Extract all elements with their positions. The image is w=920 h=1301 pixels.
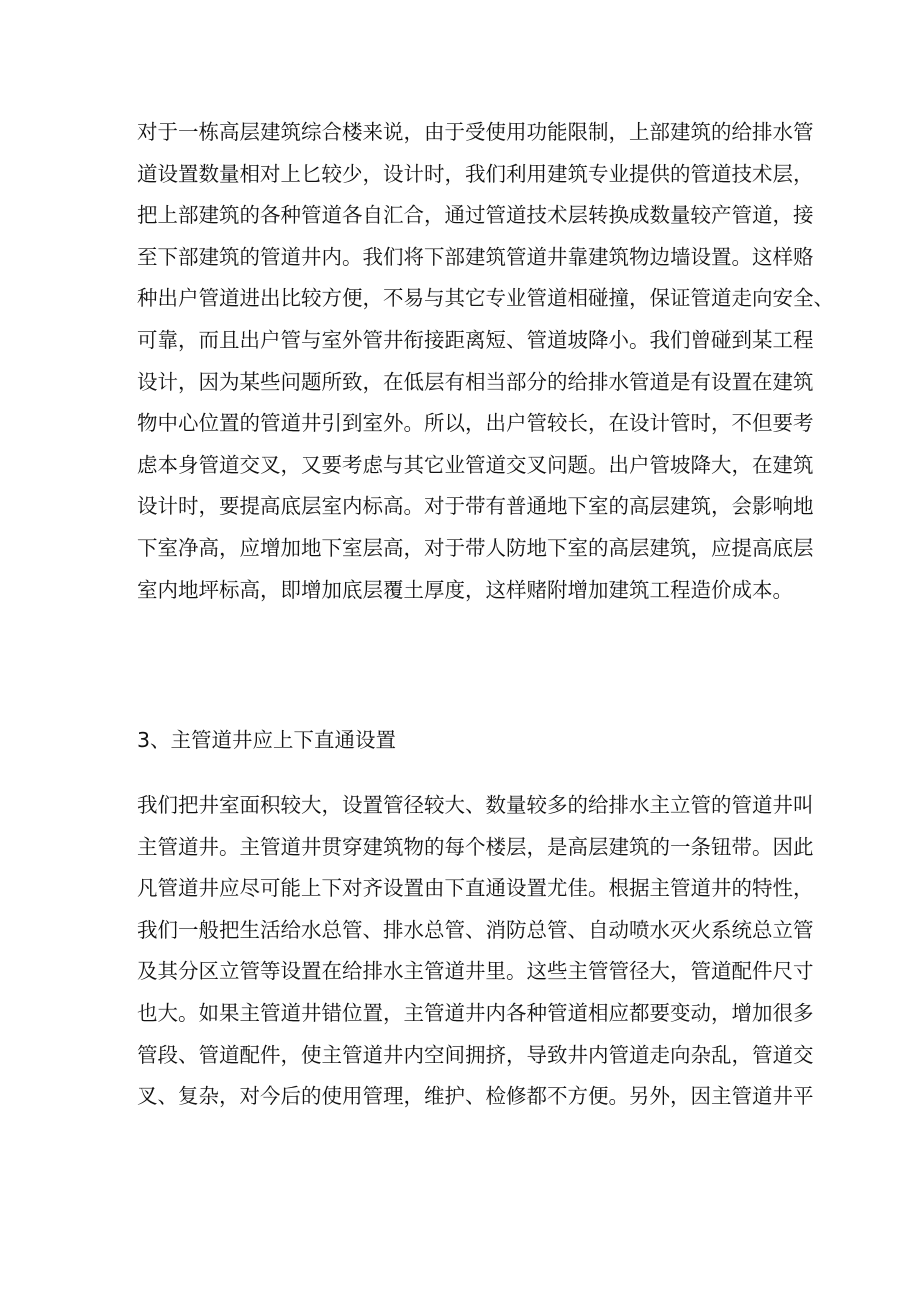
paragraph-line: 虑本身管道交叉，又要考虑与其它业管道交叉问题。出户管坡降大，在建筑 [137, 452, 814, 477]
paragraph-line: 我们把井室面积较大，设置管径较大、数量较多的给排水主立管的管道井叫 [137, 793, 814, 817]
paragraph-1 [137, 112, 834, 611]
paragraph-line: 至下部建筑的管道井内。我们将下部建筑管道井靠建筑物边墙设置。这样赂 [137, 244, 814, 269]
paragraph-line: 可靠，而且出户管与室外管井衔接距离短、管道坡降小。我们曾碰到某工程 [137, 327, 814, 352]
paragraph-line: 凡管道井应尽可能上下对齐设置由下直通设置尤佳。根据主管道井的特性， [137, 876, 814, 901]
paragraph-line: 把上部建筑的各种管道各自汇合，通过管道技术层转换成数量较产管道，接 [137, 203, 814, 228]
paragraph-line: 设计时，要提高底层室内标高。对于带有普通地下室的高层建筑，会影响地 [137, 494, 814, 519]
paragraph-line: 主管道井。主管道井贯穿建筑物的每个楼层，是高层建筑的一条钮带。因此 [137, 834, 814, 859]
paragraph-2 [137, 785, 814, 1118]
paragraph-line: 管段、管道配件，使主管道井内空间拥挤，导致井内管道走向杂乱，管道交 [137, 1042, 814, 1067]
paragraph-line: 及其分区立管等设置在给排水主管道井里。这些主管管径大，管道配件尺寸 [137, 959, 814, 984]
paragraph-line: 我们一般把生活给水总管、排水总管、消防总管、自动喷水灭火系统总立管 [137, 917, 814, 942]
paragraph-line: 室内地坪标高，即增加底层覆土厚度，这样赌附增加建筑工程造价成本。 [137, 577, 793, 602]
paragraph-line: 也大。如果主管道井错位置，主管道井内各种管道相应都要变动，增加很多 [137, 1000, 814, 1025]
paragraph-line: 种出户管道进出比较方便，不易与其它专业管道相碰撞，保证管道走向安全、 [137, 286, 834, 311]
paragraph-line: 设计，因为某些问题所致，在低层有相当部分的给排水管道是有设置在建筑 [137, 369, 814, 394]
paragraph-line: 道设置数量相对上匕较少，设计时，我们利用建筑专业提供的管道技术层， [137, 161, 814, 186]
paragraph-line: 叉、复杂，对今后的使用管理，维护、检修都不方便。另外，因主管道井平 [137, 1084, 814, 1109]
section-heading: 3、主管道井应上下直通设置 [137, 728, 397, 752]
paragraph-line: 物中心位置的管道井引到室外。所以，出户管较长，在设计管时，不但要考 [137, 411, 814, 436]
paragraph-line: 下室净高，应增加地下室层高，对于带人防地下室的高层建筑，应提高底层 [137, 535, 814, 560]
paragraph-line: 对于一栋高层建筑综合楼来说，由于受使用功能限制，上部建筑的给排水管 [137, 120, 814, 144]
